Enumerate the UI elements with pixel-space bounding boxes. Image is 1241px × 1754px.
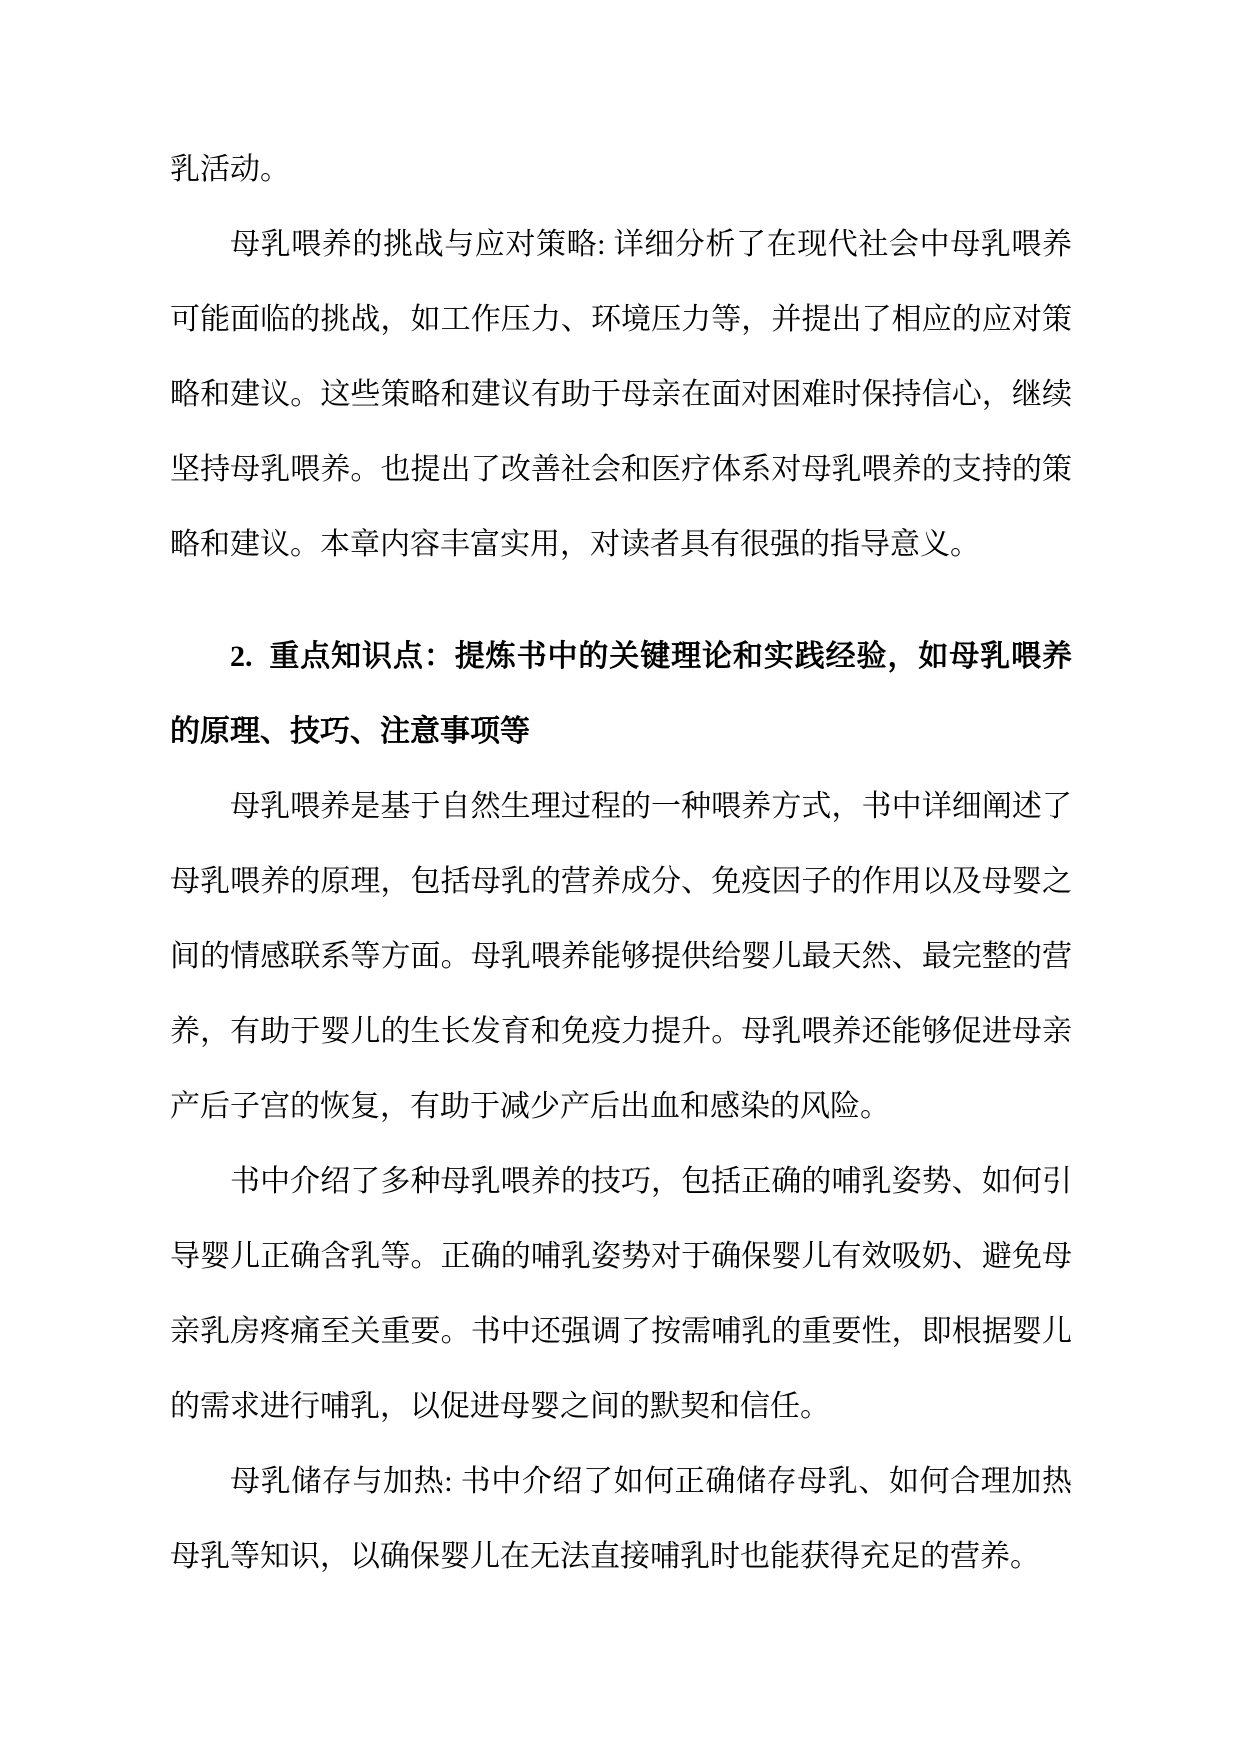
text-line: 产后子宫的恢复，有助于减少产后出血和感染的风险。 (170, 1090, 890, 1123)
text-line: 书中介绍了多种母乳喂养的技巧，包括正确的哺乳姿势、如何引 (230, 1165, 1072, 1198)
text-line: 母乳喂养的原理，包括母乳的营养成分、免疫因子的作用以及母婴之 (170, 865, 1072, 898)
section-heading (170, 619, 1072, 769)
text-line: 母乳喂养是基于自然生理过程的一种喂养方式，书中详细阐述了 (230, 790, 1072, 823)
text-line: 乳活动。 (170, 153, 290, 186)
paragraph (170, 1444, 1072, 1594)
text-line: 母乳等知识，以确保婴儿在无法直接哺乳时也能获得充足的营养。 (170, 1540, 1040, 1573)
paragraph (170, 769, 1072, 1144)
text-line: 的需求进行哺乳，以促进母婴之间的默契和信任。 (170, 1390, 830, 1423)
document-body (170, 132, 1072, 1594)
paragraph (170, 1144, 1072, 1444)
text-line: 间的情感联系等方面。母乳喂养能够提供给婴儿最天然、最完整的营 (170, 940, 1072, 973)
text-line: 养，有助于婴儿的生长发育和免疫力提升。母乳喂养还能够促进母亲 (170, 1015, 1072, 1048)
text-line: 母乳储存与加热: 书中介绍了如何正确储存母乳、如何合理加热 (230, 1465, 1072, 1498)
paragraph (170, 207, 1072, 582)
paragraph (170, 132, 1072, 207)
text-line: 可能面临的挑战，如工作压力、环境压力等，并提出了相应的应对策 (170, 303, 1072, 336)
text-line: 导婴儿正确含乳等。正确的哺乳姿势对于确保婴儿有效吸奶、避免母 (170, 1240, 1072, 1273)
text-line: 坚持母乳喂养。也提出了改善社会和医疗体系对母乳喂养的支持的策 (170, 453, 1072, 486)
text-line: 2. 重点知识点：提炼书中的关键理论和实践经验，如母乳喂养 (230, 640, 1072, 673)
text-line: 略和建议。本章内容丰富实用，对读者具有很强的指导意义。 (170, 528, 980, 561)
text-line: 亲乳房疼痛至关重要。书中还强调了按需哺乳的重要性，即根据婴儿 (170, 1315, 1072, 1348)
text-line: 的原理、技巧、注意事项等 (170, 715, 530, 748)
text-line: 略和建议。这些策略和建议有助于母亲在面对困难时保持信心，继续 (170, 378, 1072, 411)
text-line: 母乳喂养的挑战与应对策略: 详细分析了在现代社会中母乳喂养 (230, 228, 1072, 261)
